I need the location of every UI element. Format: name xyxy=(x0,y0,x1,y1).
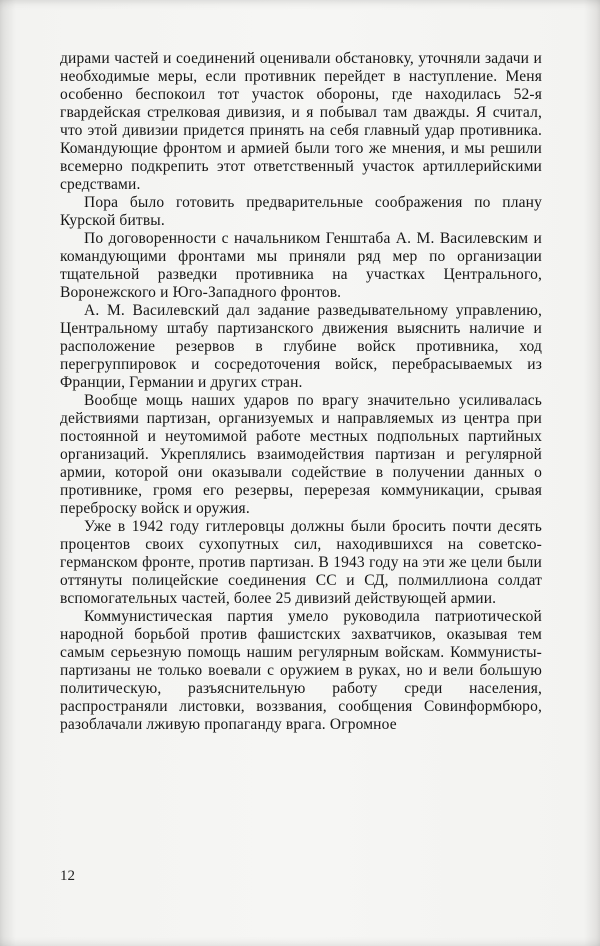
paragraph: Уже в 1942 году гитлеровцы должны были бросить почти десять процентов своих сухопутных сил, находившихся на советско-германском фронте, против партизан. В 1943 году на эти же цели были оттянуты полицейские соединения СС и СД, полмиллиона солдат вспомогательных частей, более 25 дивизий действующей армии. xyxy=(60,518,542,607)
paragraph-continuation: дирами частей и соединений оценивали обстановку, уточняли задачи и необходимые меры, если противник перейдет в наступление. Меня особенно беспокоил тот участок обороны, где находилась 52-я гвардейская стрелковая дивизия, и я побывал там дважды. Я считал, что этой дивизии придется принять на себя главный удар противника. Командующие фронтом и армией были того же мнения, и мы решили всемерно подкрепить этот ответственный участок артиллерийскими средствами. xyxy=(60,50,542,193)
page-text xyxy=(60,50,542,734)
paragraph: Пора было готовить предварительные соображения по плану Курской битвы. xyxy=(60,194,542,229)
paragraph: Вообще мощь наших ударов по врагу значительно усиливалась действиями партизан, организуемых и направляемых из центра при постоянной и неутомимой работе местных подпольных партийных организаций. Укреплялись взаимодействия партизан и регулярной армии, которой они оказывали содействие в получении данных о противнике, громя его резервы, перерезая коммуникации, срывая переброску войск и оружия. xyxy=(60,392,542,517)
page-number: 12 xyxy=(60,868,75,884)
paragraph: А. М. Василевский дал задание разведывательному управлению, Центральному штабу партизанского движения выяснить наличие и расположение резервов в глубине войск противника, ход перегруппировок и сосредоточения войск, перебрасываемых из Франции, Германии и других стран. xyxy=(60,302,542,391)
paragraph: Коммунистическая партия умело руководила патриотической народной борьбой против фашистских захватчиков, оказывая тем самым серьезную помощь нашим регулярным войскам. Коммунисты-партизаны не только воевали с оружием в руках, но и вели большую политическую, разъяснительную работу среди населения, распространяли листовки, воззвания, сообщения Совинформбюро, разоблачали лживую пропаганду врага. Огромное xyxy=(60,608,542,733)
paragraph: По договоренности с начальником Генштаба А. М. Василевским и командующими фронтами мы приняли ряд мер по организации тщательной разведки противника на участках Центрального, Воронежского и Юго-Западного фронтов. xyxy=(60,230,542,301)
